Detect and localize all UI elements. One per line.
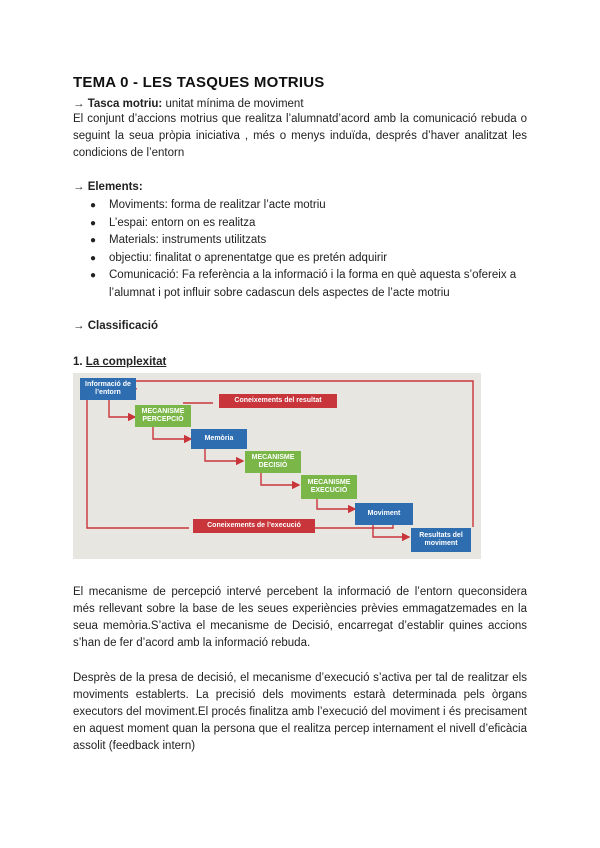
arrow-icon: → bbox=[73, 98, 85, 110]
list-item bbox=[73, 197, 527, 215]
list-item-text: Materials: instruments utilitzats bbox=[109, 234, 267, 246]
bullet-icon: ● bbox=[90, 270, 97, 281]
bullet-icon: ● bbox=[90, 200, 97, 211]
definition-term: Tasca motriu: bbox=[87, 98, 163, 110]
list-item bbox=[73, 267, 527, 302]
list-item-text: Moviments: forma de realitzar l’acte motriu bbox=[109, 199, 326, 211]
list-item bbox=[73, 250, 527, 268]
list-item bbox=[73, 215, 527, 233]
list-item bbox=[73, 232, 527, 250]
section-title: La complexitat bbox=[85, 356, 167, 368]
bullet-icon: ● bbox=[90, 217, 97, 229]
perception-mechanism-box: MECANISME PERCEPCIÓ bbox=[135, 405, 191, 427]
list-item-text: objectiu: finalitat o aprenentatge que es pretén adquirir bbox=[109, 251, 388, 264]
section-heading bbox=[73, 356, 527, 368]
movement-box: Moviment bbox=[355, 503, 413, 525]
list-item-text: Comunicació: Fa referència a la informació i la forma en què aquesta s’ofereix a l’alumnat i pot influir sobre cadascun dels aspectes de l’acte motriu bbox=[109, 269, 517, 299]
result-knowledge-label: Coneixements del resultat bbox=[219, 394, 337, 408]
memory-box: Memòria bbox=[191, 429, 247, 449]
execution-mechanism-box: MECANISME EXECUCIÓ bbox=[301, 475, 357, 499]
section-number: 1. bbox=[73, 356, 83, 368]
definition-body: El conjunt d’accions motrius que realitza l’alumnatd’acord amb la comunicació rebuda o seguint la seua pròpia iniciativa , més o menys induïda, després d’haver analitzat les condicions de l’entorn bbox=[73, 113, 527, 159]
decision-mechanism-box: MECANISME DECISIÓ bbox=[245, 451, 301, 473]
page-title: TEMA 0 - LES TASQUES MOTRIUS bbox=[73, 74, 325, 91]
paragraph: El mecanisme de percepció intervé percebent la informació de l’entorn queconsidera més rellevant sobre la base de les seues experiències prèvies emmagatzemades en la seua memòria.S’activa el mecanisme de Decisió, encarregat d’establir quines accions s’han de fer d’acord amb la informació rebuda. bbox=[73, 586, 527, 649]
list-item-text: L’espai: entorn on es realitza bbox=[109, 216, 256, 229]
environment-info-box: Informació de l’entorn bbox=[80, 378, 136, 400]
paragraph: Desprès de la presa de decisió, el mecanisme d’execució s’activa per tal de realitzar els moviments establerts. La precisió dels moviments estarà determinada pels òrgans executors del moviment.El procés finalitza amb l’execució del moviment i és precisament en aquest moment quan la persona que el realitza percep internament el nivell d’eficàcia assolit (feedback intern) bbox=[73, 672, 527, 752]
definition-text: unitat mínima de moviment bbox=[162, 98, 304, 110]
bullet-icon: ● bbox=[90, 235, 97, 246]
movement-results-box: Resultats del moviment bbox=[411, 528, 471, 552]
motor-task-diagram bbox=[73, 373, 481, 559]
execution-knowledge-label: Coneixements de l’execució bbox=[193, 519, 315, 533]
classification-heading: → Classificació bbox=[73, 320, 159, 332]
elements-list bbox=[73, 197, 527, 302]
elements-heading: → Elements: bbox=[73, 181, 143, 193]
bullet-icon: ● bbox=[90, 252, 97, 264]
